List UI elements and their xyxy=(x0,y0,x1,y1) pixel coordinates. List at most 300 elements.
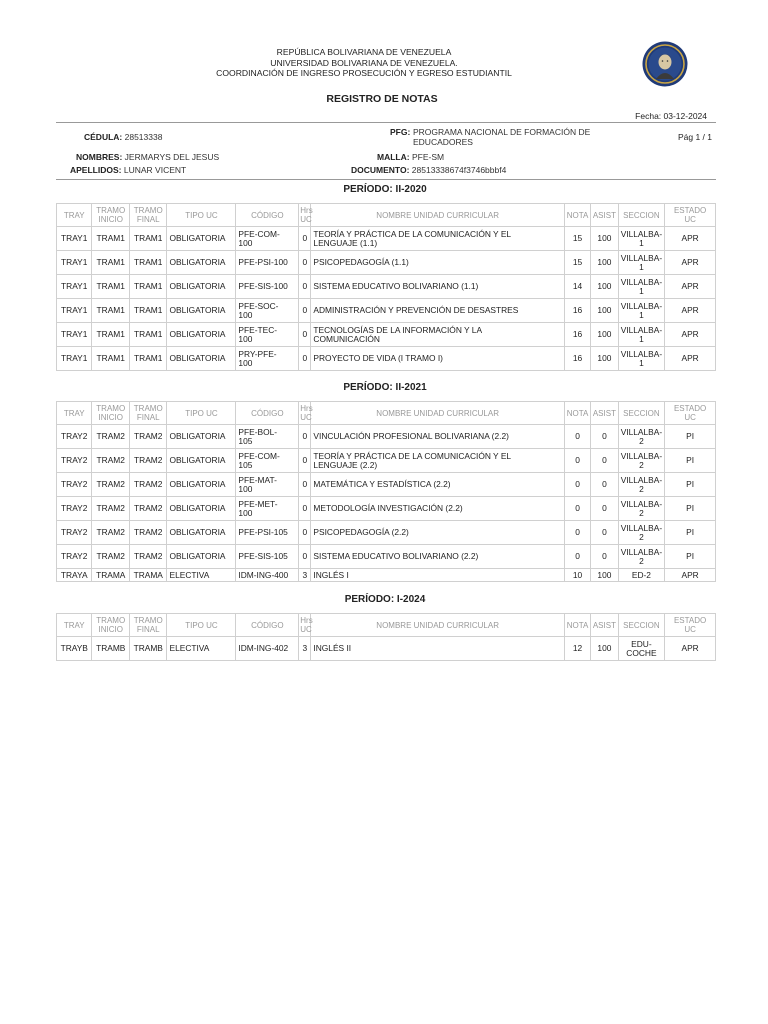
cell-asist: 0 xyxy=(591,425,618,449)
cell-tramo-inicio: TRAMB xyxy=(92,637,130,661)
col-hrs-uc xyxy=(299,204,311,227)
cell-nombre-unidad xyxy=(311,497,564,521)
col-tramo-final xyxy=(129,614,167,637)
cell-line: FINAL xyxy=(136,625,160,634)
cell-seccion xyxy=(618,299,665,323)
cell-line: INICIO xyxy=(98,625,123,634)
col-nota: NOTA xyxy=(564,204,590,227)
cell-tramo-inicio: TRAM2 xyxy=(92,449,130,473)
col-tray: TRAY xyxy=(57,614,92,637)
cell-line: Hrs xyxy=(300,404,313,413)
cell-nombre-unidad xyxy=(311,347,564,371)
university-seal-icon xyxy=(642,41,688,87)
cell-asist: 100 xyxy=(591,299,618,323)
cell-line: TEORÍA Y PRÁCTICA DE LA COMUNICACIÓN Y EL xyxy=(313,450,512,461)
cell-line: 2 xyxy=(639,483,644,494)
cell-tramo-final: TRAM2 xyxy=(129,425,167,449)
cell-tray: TRAY1 xyxy=(57,275,92,299)
cell-line: PFE-PSI-105 xyxy=(238,527,288,537)
cell-estado-uc: PI xyxy=(665,545,716,569)
cell-tipo-uc: OBLIGATORIA xyxy=(167,299,236,323)
cell-tray: TRAY2 xyxy=(57,521,92,545)
cell-tramo-final: TRAM2 xyxy=(129,497,167,521)
cell-line: VILLALBA- xyxy=(620,300,663,311)
cell-estado-uc: APR xyxy=(665,637,716,661)
malla-row xyxy=(377,152,444,162)
cell-nota: 16 xyxy=(564,323,590,347)
col-nombre-unidad: NOMBRE UNIDAD CURRICULAR xyxy=(311,614,564,637)
table-row xyxy=(57,473,716,497)
cell-line: IDM-ING-402 xyxy=(238,643,289,653)
cell-nombre-unidad xyxy=(311,425,564,449)
cell-line: PROYECTO DE VIDA (I TRAMO I) xyxy=(313,353,443,363)
table-row xyxy=(57,299,716,323)
cell-estado-uc: PI xyxy=(665,425,716,449)
cell-line: VILLALBA- xyxy=(620,546,663,557)
cell-line: TRAMO xyxy=(96,404,126,413)
cell-line: Hrs xyxy=(300,616,313,625)
cell-line: EDU- xyxy=(631,638,652,649)
cell-tipo-uc: ELECTIVA xyxy=(167,569,236,582)
cell-asist: 100 xyxy=(591,569,618,582)
cell-hrs-uc: 0 xyxy=(299,323,311,347)
col-codigo: CÓDIGO xyxy=(236,614,299,637)
cell-nota: 10 xyxy=(564,569,590,582)
table-row xyxy=(57,449,716,473)
cell-line: 2 xyxy=(639,507,644,518)
pfg-value-line-2: EDUCADORES xyxy=(413,137,473,147)
cell-codigo xyxy=(236,323,299,347)
cell-line: VILLALBA- xyxy=(620,348,663,359)
col-seccion: SECCION xyxy=(618,614,665,637)
cell-line: PRY-PFE- xyxy=(238,348,277,359)
cell-line: VILLALBA- xyxy=(620,276,663,287)
cell-hrs-uc: 0 xyxy=(299,497,311,521)
col-tipo-uc: TIPO UC xyxy=(167,204,236,227)
cell-nombre-unidad xyxy=(311,323,564,347)
col-nota: NOTA xyxy=(564,402,590,425)
cell-line: PFE-PSI-100 xyxy=(238,257,288,267)
cell-line: PFE-SOC- xyxy=(238,300,279,311)
cell-line: PFE-MET- xyxy=(238,498,278,509)
cell-seccion xyxy=(618,425,665,449)
cell-nota: 0 xyxy=(564,425,590,449)
cell-line: 1 xyxy=(639,261,644,272)
cell-seccion xyxy=(618,347,665,371)
documento-value: 28513338674f3746bbbf4 xyxy=(411,165,507,175)
cell-line: MATEMÁTICA Y ESTADÍSTICA (2.2) xyxy=(313,479,451,489)
cell-codigo xyxy=(236,299,299,323)
cell-tray: TRAYA xyxy=(57,569,92,582)
cell-tramo-inicio: TRAMA xyxy=(92,569,130,582)
cell-line: 2 xyxy=(639,435,644,446)
col-tramo-inicio xyxy=(92,402,130,425)
cell-nombre-unidad xyxy=(311,449,564,473)
cell-tray: TRAY2 xyxy=(57,545,92,569)
col-tipo-uc: TIPO UC xyxy=(167,614,236,637)
cell-codigo xyxy=(236,425,299,449)
cell-nota: 15 xyxy=(564,227,590,251)
cell-tray: TRAYB xyxy=(57,637,92,661)
cell-estado-uc: APR xyxy=(665,299,716,323)
cell-line: 105 xyxy=(238,459,253,470)
cedula-label: CÉDULA: xyxy=(84,132,123,142)
cell-line: PSICOPEDAGOGÍA (2.2) xyxy=(313,527,409,537)
cell-line: PFE-MAT- xyxy=(238,474,277,485)
cell-tramo-final: TRAM2 xyxy=(129,521,167,545)
col-asist: ASIST xyxy=(591,402,618,425)
cell-line: 100 xyxy=(238,507,253,518)
col-codigo: CÓDIGO xyxy=(236,402,299,425)
cell-line: VILLALBA- xyxy=(620,228,663,239)
cell-asist: 100 xyxy=(591,347,618,371)
cell-line: UC xyxy=(684,215,696,224)
cell-hrs-uc: 0 xyxy=(299,251,311,275)
cell-tramo-inicio: TRAM2 xyxy=(92,521,130,545)
cell-estado-uc: PI xyxy=(665,473,716,497)
cell-asist: 0 xyxy=(591,449,618,473)
cell-nota: 0 xyxy=(564,473,590,497)
cell-line: PFE-COM- xyxy=(238,228,280,239)
cell-line: LENGUAJE (1.1) xyxy=(313,237,378,248)
cell-line: UC xyxy=(300,625,312,634)
cell-line: TRAMO xyxy=(133,404,163,413)
cedula-value: 28513338 xyxy=(124,132,163,142)
cell-line: 2 xyxy=(639,555,644,566)
cell-tramo-final: TRAM1 xyxy=(129,227,167,251)
cell-tramo-inicio: TRAM2 xyxy=(92,545,130,569)
table-row xyxy=(57,637,716,661)
cell-line: Hrs xyxy=(300,206,313,215)
cell-line: INICIO xyxy=(98,413,123,422)
cell-asist: 0 xyxy=(591,521,618,545)
cell-line: 100 xyxy=(238,357,253,368)
cell-nota: 14 xyxy=(564,275,590,299)
table-header-row xyxy=(57,402,716,425)
cell-tramo-final: TRAM2 xyxy=(129,473,167,497)
cell-tray: TRAY2 xyxy=(57,473,92,497)
cell-seccion xyxy=(618,545,665,569)
cell-seccion xyxy=(618,521,665,545)
col-nombre-unidad: NOMBRE UNIDAD CURRICULAR xyxy=(311,204,564,227)
cell-tipo-uc: ELECTIVA xyxy=(167,637,236,661)
cell-tramo-final: TRAMB xyxy=(129,637,167,661)
cell-tray: TRAY1 xyxy=(57,299,92,323)
period-title: PERÍODO: II-2021 xyxy=(343,382,427,393)
cell-line: VILLALBA- xyxy=(620,324,663,335)
col-asist: ASIST xyxy=(591,204,618,227)
cell-tipo-uc: OBLIGATORIA xyxy=(167,227,236,251)
cell-line: TRAMO xyxy=(133,616,163,625)
cell-line: TRAMO xyxy=(96,616,126,625)
cell-line: ESTADO xyxy=(673,404,707,413)
cell-line: ESTADO xyxy=(673,206,707,215)
cell-line: 100 xyxy=(238,333,253,344)
apellidos-label: APELLIDOS: xyxy=(70,165,122,175)
cell-line: 100 xyxy=(238,237,253,248)
cell-asist: 0 xyxy=(591,473,618,497)
cell-nombre-unidad xyxy=(311,227,564,251)
cell-line: 1 xyxy=(639,285,644,296)
student-info-block xyxy=(56,122,716,180)
cell-tray: TRAY1 xyxy=(57,251,92,275)
cell-nombre-unidad xyxy=(311,251,564,275)
cell-tray: TRAY1 xyxy=(57,227,92,251)
cell-codigo xyxy=(236,545,299,569)
cell-line: 1 xyxy=(639,357,644,368)
period-title: PERÍODO: I-2024 xyxy=(344,594,426,605)
cell-estado-uc: APR xyxy=(665,569,716,582)
table-row xyxy=(57,323,716,347)
cell-nombre-unidad xyxy=(311,545,564,569)
cell-hrs-uc: 0 xyxy=(299,425,311,449)
cell-nombre-unidad xyxy=(311,299,564,323)
cell-asist: 100 xyxy=(591,637,618,661)
table-row xyxy=(57,425,716,449)
cell-seccion xyxy=(618,569,665,582)
institution-header xyxy=(0,47,728,79)
col-nota: NOTA xyxy=(564,614,590,637)
cell-nombre-unidad xyxy=(311,569,564,582)
cell-tramo-inicio: TRAM2 xyxy=(92,425,130,449)
cell-line: COMUNICACIÓN xyxy=(313,333,380,344)
col-estado-uc xyxy=(665,614,716,637)
cell-line: 2 xyxy=(639,459,644,470)
cell-tramo-final: TRAMA xyxy=(129,569,167,582)
col-codigo: CÓDIGO xyxy=(236,204,299,227)
cell-line: PFE-COM- xyxy=(238,450,280,461)
cell-nota: 0 xyxy=(564,545,590,569)
grades-table-period-1 xyxy=(56,203,716,371)
header-line-1: REPÚBLICA BOLIVARIANA DE VENEZUELA xyxy=(276,47,452,57)
col-asist: ASIST xyxy=(591,614,618,637)
cell-asist: 0 xyxy=(591,497,618,521)
cell-line: COCHE xyxy=(626,647,657,658)
col-tramo-inicio xyxy=(92,204,130,227)
pfg-label: PFG: xyxy=(390,127,411,137)
cell-line: ESTADO xyxy=(673,616,707,625)
cell-codigo xyxy=(236,569,299,582)
cell-estado-uc: APR xyxy=(665,347,716,371)
col-tramo-final xyxy=(129,402,167,425)
cell-nombre-unidad xyxy=(311,275,564,299)
cell-tipo-uc: OBLIGATORIA xyxy=(167,521,236,545)
cell-line: 1 xyxy=(639,309,644,320)
cell-line: UC xyxy=(684,413,696,422)
cell-line: SISTEMA EDUCATIVO BOLIVARIANO (1.1) xyxy=(313,281,479,291)
cell-nombre-unidad xyxy=(311,473,564,497)
cell-nota: 12 xyxy=(564,637,590,661)
cell-tray: TRAY2 xyxy=(57,449,92,473)
cell-tramo-inicio: TRAM1 xyxy=(92,299,130,323)
table-header-row xyxy=(57,614,716,637)
cell-tramo-inicio: TRAM2 xyxy=(92,473,130,497)
cell-nombre-unidad xyxy=(311,637,564,661)
col-tramo-inicio xyxy=(92,614,130,637)
cell-hrs-uc: 0 xyxy=(299,347,311,371)
cell-line: LENGUAJE (2.2) xyxy=(313,459,378,470)
malla-value: PFE-SM xyxy=(411,152,445,162)
nombres-row xyxy=(76,152,219,162)
apellidos-row xyxy=(70,165,186,175)
cell-asist: 100 xyxy=(591,251,618,275)
cell-seccion xyxy=(618,497,665,521)
cell-hrs-uc: 0 xyxy=(299,545,311,569)
pfg-value-line-1: PROGRAMA NACIONAL DE FORMACIÓN DE xyxy=(413,127,591,137)
cell-seccion xyxy=(618,251,665,275)
cell-line: INICIO xyxy=(98,215,123,224)
cell-tramo-inicio: TRAM1 xyxy=(92,323,130,347)
cell-codigo xyxy=(236,275,299,299)
cell-line: VILLALBA- xyxy=(620,474,663,485)
cell-nota: 15 xyxy=(564,251,590,275)
cell-estado-uc: APR xyxy=(665,251,716,275)
nombres-value: JERMARYS DEL JESUS xyxy=(124,152,220,162)
cell-codigo xyxy=(236,227,299,251)
cell-line: VILLALBA- xyxy=(620,498,663,509)
page-number: Pág 1 / 1 xyxy=(677,132,712,142)
document-title: REGISTRO DE NOTAS xyxy=(326,93,438,105)
col-seccion: SECCION xyxy=(618,204,665,227)
cell-line: ADMINISTRACIÓN Y PREVENCIÓN DE DESASTRES xyxy=(313,305,519,315)
cell-tramo-inicio: TRAM1 xyxy=(92,275,130,299)
cell-line: 1 xyxy=(639,333,644,344)
grades-table-period-3 xyxy=(56,613,716,661)
cell-estado-uc: APR xyxy=(665,275,716,299)
cell-line: FINAL xyxy=(136,215,160,224)
cell-nota: 16 xyxy=(564,299,590,323)
cell-line: VILLALBA- xyxy=(620,426,663,437)
cell-line: VILLALBA- xyxy=(620,450,663,461)
cell-seccion xyxy=(618,275,665,299)
cell-asist: 100 xyxy=(591,275,618,299)
col-seccion: SECCION xyxy=(618,402,665,425)
cell-estado-uc: PI xyxy=(665,449,716,473)
cell-estado-uc: APR xyxy=(665,227,716,251)
cell-tray: TRAY2 xyxy=(57,497,92,521)
cell-line: 105 xyxy=(238,435,253,446)
cell-nombre-unidad xyxy=(311,521,564,545)
apellidos-value: LUNAR VICENT xyxy=(123,165,187,175)
cell-line: UC xyxy=(300,413,312,422)
cell-line: INGLÉS I xyxy=(313,569,349,580)
cell-line: TRAMO xyxy=(133,206,163,215)
cell-tipo-uc: OBLIGATORIA xyxy=(167,425,236,449)
cell-tray: TRAY2 xyxy=(57,425,92,449)
cell-tramo-final: TRAM1 xyxy=(129,275,167,299)
cell-seccion xyxy=(618,227,665,251)
cell-tramo-final: TRAM2 xyxy=(129,545,167,569)
col-tray: TRAY xyxy=(57,402,92,425)
cell-seccion xyxy=(618,323,665,347)
cell-line: VINCULACIÓN PROFESIONAL BOLIVARIANA (2.2) xyxy=(313,431,509,441)
cell-line: VILLALBA- xyxy=(620,522,663,533)
documento-row xyxy=(351,165,506,175)
cell-tipo-uc: OBLIGATORIA xyxy=(167,275,236,299)
col-tramo-final xyxy=(129,204,167,227)
cell-line: 100 xyxy=(238,483,253,494)
cell-tramo-final: TRAM2 xyxy=(129,449,167,473)
cell-tipo-uc: OBLIGATORIA xyxy=(167,449,236,473)
cell-tipo-uc: OBLIGATORIA xyxy=(167,473,236,497)
header-line-3: COORDINACIÓN DE INGRESO PROSECUCIÓN Y EGRESO ESTUDIANTIL xyxy=(216,68,512,79)
cell-line: METODOLOGÍA INVESTIGACIÓN (2.2) xyxy=(313,503,463,513)
cell-line: TRAMO xyxy=(96,206,126,215)
cell-line: UC xyxy=(684,625,696,634)
cell-tray: TRAY1 xyxy=(57,323,92,347)
cell-line: PFE-TEC- xyxy=(238,324,278,335)
table-row xyxy=(57,251,716,275)
cell-hrs-uc: 0 xyxy=(299,275,311,299)
col-estado-uc xyxy=(665,204,716,227)
cell-seccion xyxy=(618,637,665,661)
col-tray: TRAY xyxy=(57,204,92,227)
table-row xyxy=(57,521,716,545)
cell-nota: 16 xyxy=(564,347,590,371)
cell-hrs-uc: 0 xyxy=(299,521,311,545)
table-row xyxy=(57,497,716,521)
cell-seccion xyxy=(618,449,665,473)
col-hrs-uc xyxy=(299,614,311,637)
table-row xyxy=(57,275,716,299)
cell-codigo xyxy=(236,473,299,497)
col-nombre-unidad: NOMBRE UNIDAD CURRICULAR xyxy=(311,402,564,425)
cell-tramo-final: TRAM1 xyxy=(129,251,167,275)
cell-tramo-final: TRAM1 xyxy=(129,323,167,347)
cell-hrs-uc: 0 xyxy=(299,449,311,473)
cell-codigo xyxy=(236,449,299,473)
cell-codigo xyxy=(236,251,299,275)
grades-table-period-2 xyxy=(56,401,716,582)
cell-tramo-inicio: TRAM2 xyxy=(92,497,130,521)
cedula-row xyxy=(84,132,162,142)
cell-estado-uc: PI xyxy=(665,497,716,521)
header-line-2: UNIVERSIDAD BOLIVARIANA DE VENEZUELA. xyxy=(270,57,458,68)
table-row xyxy=(57,545,716,569)
cell-tipo-uc: OBLIGATORIA xyxy=(167,323,236,347)
table-row xyxy=(57,569,716,582)
cell-tipo-uc: OBLIGATORIA xyxy=(167,251,236,275)
cell-hrs-uc: 0 xyxy=(299,473,311,497)
table-row xyxy=(57,227,716,251)
cell-tray: TRAY1 xyxy=(57,347,92,371)
cell-line: INGLÉS II xyxy=(313,643,352,653)
cell-nota: 0 xyxy=(564,449,590,473)
cell-line: ED-2 xyxy=(631,569,651,580)
cell-line: TECNOLOGÍAS DE LA INFORMACIÓN Y LA xyxy=(313,324,483,335)
cell-seccion xyxy=(618,473,665,497)
cell-tramo-inicio: TRAM1 xyxy=(92,347,130,371)
cell-tramo-inicio: TRAM1 xyxy=(92,227,130,251)
cell-hrs-uc: 0 xyxy=(299,227,311,251)
cell-estado-uc: PI xyxy=(665,521,716,545)
col-hrs-uc xyxy=(299,402,311,425)
cell-line: PFE-BOL- xyxy=(238,426,278,437)
cell-line: PSICOPEDAGOGÍA (1.1) xyxy=(313,257,409,267)
cell-hrs-uc: 0 xyxy=(299,299,311,323)
cell-line: 100 xyxy=(238,309,253,320)
cell-line: PFE-SIS-100 xyxy=(238,281,288,291)
cell-tramo-final: TRAM1 xyxy=(129,299,167,323)
col-tipo-uc: TIPO UC xyxy=(167,402,236,425)
cell-asist: 0 xyxy=(591,545,618,569)
cell-codigo xyxy=(236,497,299,521)
table-header-row xyxy=(57,204,716,227)
cell-line: PFE-SIS-105 xyxy=(238,551,288,561)
cell-line: IDM-ING-400 xyxy=(238,569,289,580)
nombres-label: NOMBRES: xyxy=(76,152,123,162)
table-row xyxy=(57,347,716,371)
